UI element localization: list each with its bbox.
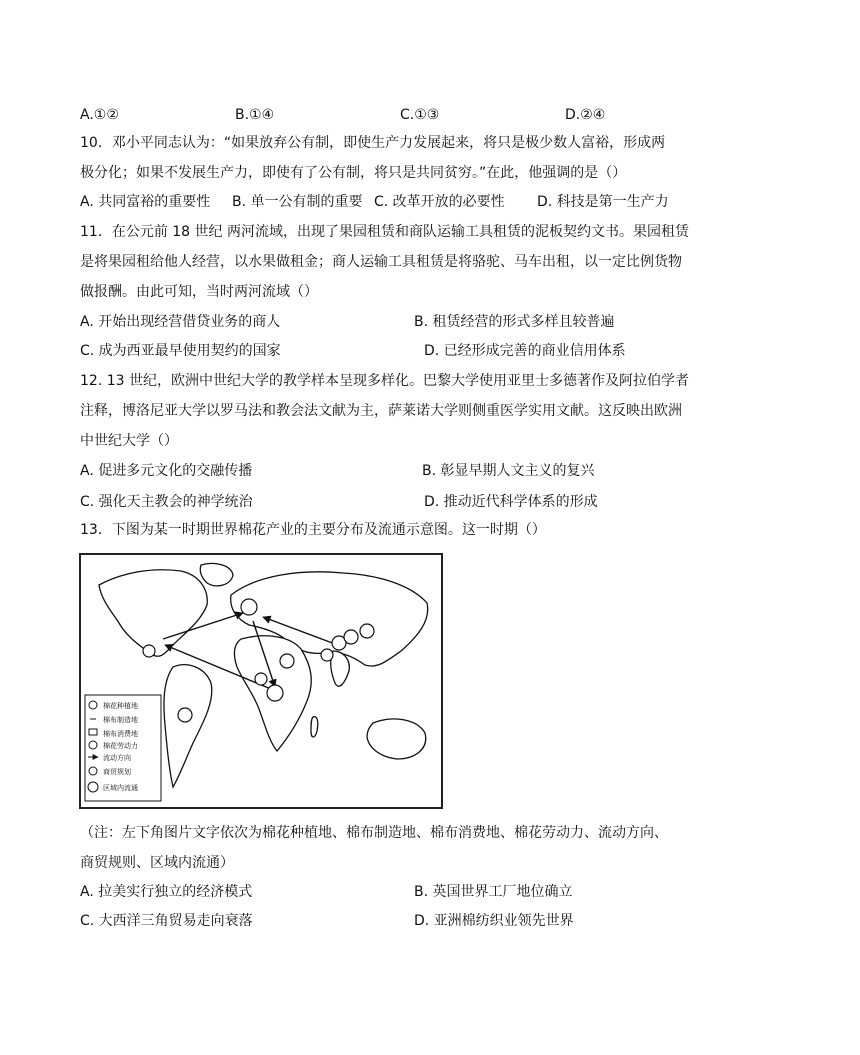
q11-option-d: D. 已经形成完善的商业信用体系 <box>424 343 626 359</box>
q11-option-c: C. 成为西亚最早使用契约的国家 <box>80 343 281 359</box>
production-symbol-caribbean <box>143 645 155 657</box>
q10-stem-line2: 极分化；如果不发展生产力，即使有了公有制，将只是共同贫穷。”在此，他强调的是（） <box>80 165 627 181</box>
india-shape <box>331 651 349 686</box>
legend-label-trade: 商贸规划 <box>103 768 131 776</box>
legend-label-planting: 棉花种植地 <box>103 702 138 710</box>
production-symbol-south-america <box>178 708 192 722</box>
q13-note-line2: 商贸规则、区域内流通） <box>80 855 234 871</box>
q12-stem-line3: 中世纪大学（） <box>80 433 178 449</box>
q12-stem-line2: 注释，博洛尼亚大学以罗马法和教会法文献为主，萨莱诺大学则侧重医学实用文献。这反映出欧洲 <box>80 403 682 419</box>
south-america-shape <box>164 665 212 787</box>
production-symbol-india-2 <box>344 630 358 644</box>
q11-stem-line3: 做报酬。由此可知，当时两河流域（） <box>80 284 318 300</box>
q13-option-b: B. 英国世界工厂地位确立 <box>414 884 573 900</box>
consumption-symbol-britain <box>241 599 257 615</box>
q12-option-a: A. 促进多元文化的交融传播 <box>80 463 253 479</box>
q9-option-d: D.②④ <box>565 107 606 123</box>
madagascar-shape <box>311 717 318 737</box>
australia-shape <box>367 719 426 759</box>
q13-option-a: A. 拉美实行独立的经济模式 <box>80 884 253 900</box>
map-legend <box>85 695 161 801</box>
q12-option-b: B. 彰显早期人文主义的复兴 <box>422 463 595 479</box>
legend-label-labor: 棉花劳动力 <box>103 742 138 750</box>
production-symbol-africa-east <box>255 673 267 685</box>
q13-option-c: C. 大西洋三角贸易走向衰落 <box>80 913 253 929</box>
north-america-shape <box>99 570 207 657</box>
q13-stem: 13．下图为某一时期世界棉花产业的主要分布及流通示意图。这一时期（） <box>80 522 546 538</box>
legend-label-flow: 流动方向 <box>103 754 131 762</box>
q12-stem-line1: 12. 13 世纪，欧洲中世纪大学的教学样本呈现多样化。巴黎大学使用亚里士多德著作及阿拉伯学者 <box>80 373 689 389</box>
q12-option-d: D. 推动近代科学体系的形成 <box>424 494 598 510</box>
q10-stem-line1: 10．邓小平同志认为：“如果放弃公有制，即使生产力发展起来，将只是极少数人富裕，形成两 <box>80 135 666 151</box>
legend-label-consumption: 棉布消费地 <box>103 730 138 738</box>
q12-option-c: C. 强化天主教会的神学统治 <box>80 494 253 510</box>
q13-note-line1: （注：左下角图片文字依次为棉花种植地、棉布制造地、棉布消费地、棉花劳动力、流动方向、 <box>80 825 668 841</box>
labor-symbol-africa <box>267 685 283 701</box>
q10-option-b: B. 单一公有制的重要 <box>232 194 363 210</box>
legend-label-regional: 区域内流通 <box>103 784 138 792</box>
q9-option-c: C.①③ <box>400 107 440 123</box>
q11-option-b: B. 租赁经营的形式多样且较普遍 <box>414 314 615 330</box>
q10-option-d: D. 科技是第一生产力 <box>537 194 669 210</box>
q9-option-b: B.①④ <box>235 107 275 123</box>
cotton-world-map <box>79 553 443 809</box>
production-symbol-sea <box>321 649 333 661</box>
q10-option-c: C. 改革开放的必要性 <box>374 194 505 210</box>
greenland-shape <box>200 563 233 585</box>
legend-label-manufacturing: 棉布制造地 <box>103 716 138 724</box>
q11-option-a: A. 开始出现经营借贷业务的商人 <box>80 314 281 330</box>
q11-stem-line1: 11．在公元前 18 世纪 两河流域，出现了果园租赁和商队运输工具租赁的泥板契约文书。果园租赁 <box>80 224 689 240</box>
q10-option-a: A. 共同富裕的重要性 <box>80 194 211 210</box>
production-symbol-africa-west <box>280 654 294 668</box>
production-symbol-china <box>360 624 374 638</box>
q11-stem-line2: 是将果园租给他人经营，以水果做租金；商人运输工具租赁是将骆驼、马车出租，以一定比例货物 <box>80 254 682 270</box>
q9-option-a: A.①② <box>80 107 119 123</box>
q13-option-d: D. 亚洲棉纺织业领先世界 <box>414 913 574 929</box>
